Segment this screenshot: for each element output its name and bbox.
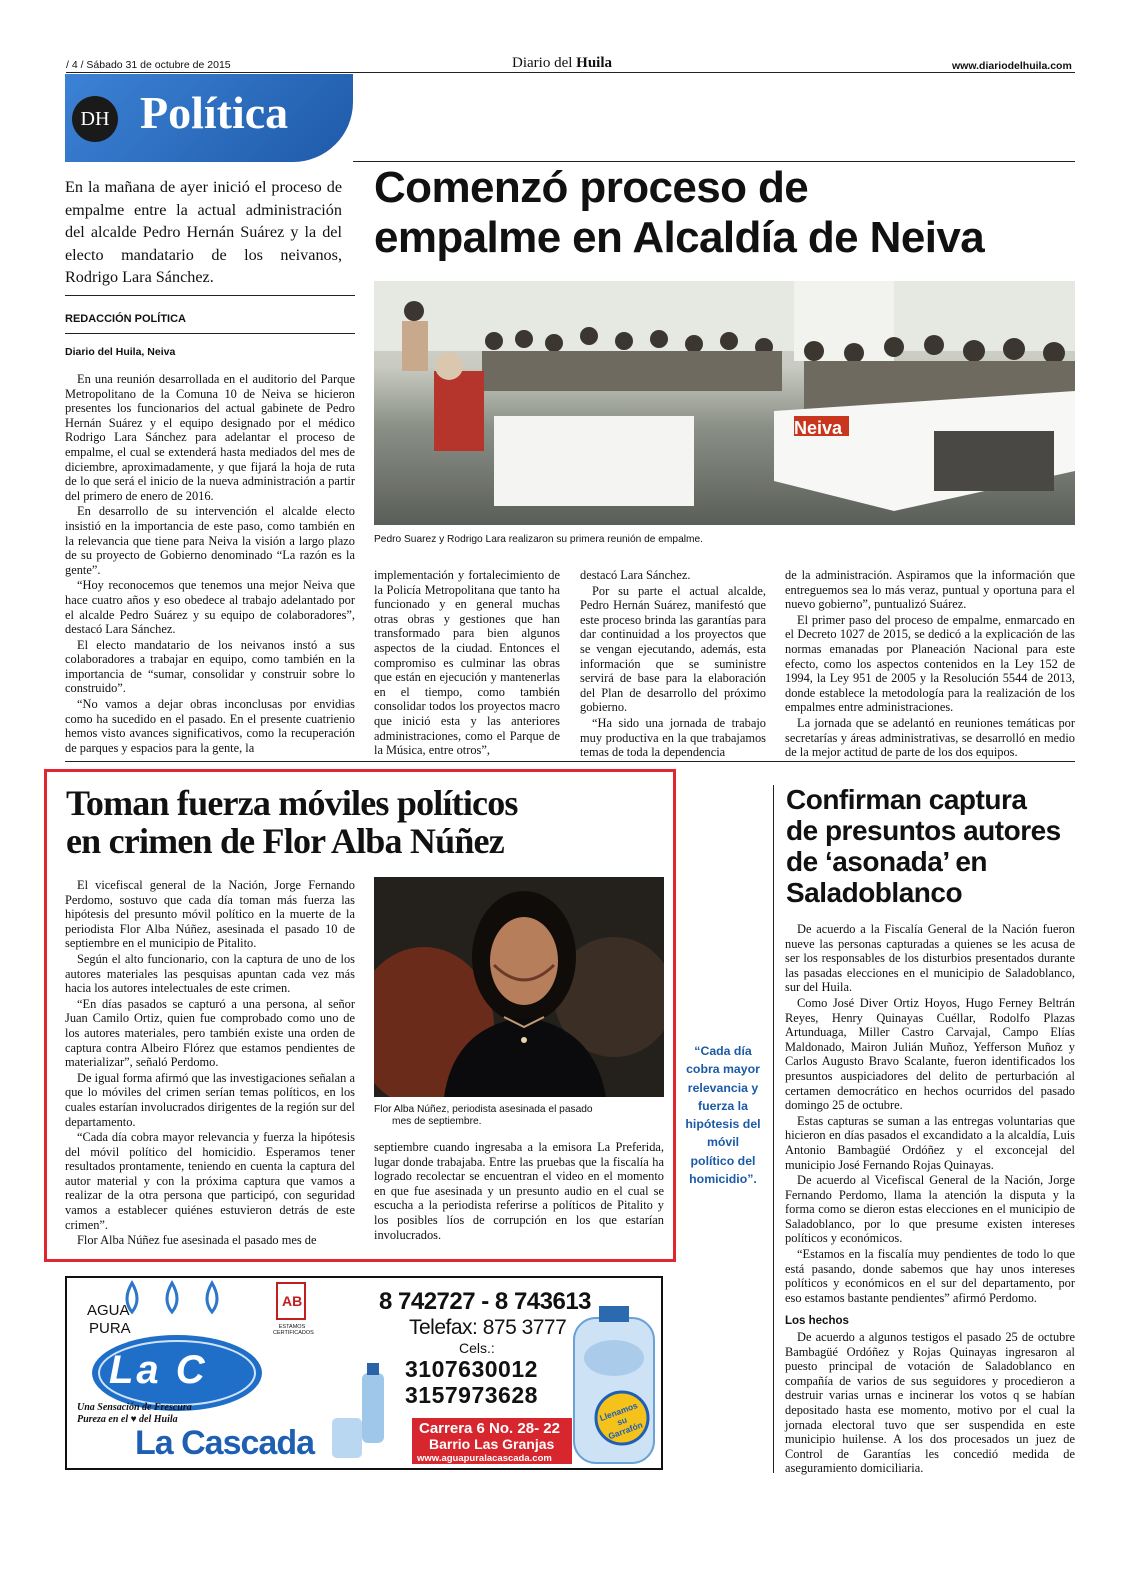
paragraph: “Hoy reconocemos que tenemos una mejor Neiva que hace cuatro años y eso obedece al trabajo adelantado por el alcalde Pedro Suárez y su equipo de colaboradores”, destacó Lara Sánchez. (65, 578, 355, 637)
section-rule (353, 161, 1075, 162)
article1-lead: En la mañana de ayer inició el proceso de empalme entre la actual administración del alcalde Pedro Hernán Suárez y la del electo mandatario de los neivanos, Rodrigo Lara Sánchez. (65, 178, 342, 286)
paragraph: “Estamos en la fiscalía muy pendientes de todo lo que está pasando, donde sabemos que hay unos intereses políticos y económicos en el sur del departamento, por eso estamos bastante pendientes” afirmó Perdomo. (785, 1247, 1075, 1305)
paragraph: De igual forma afirmó que las investigaciones señalan a que lo móviles del crimen serían temas políticos, en los cuales estarían involucrados dirigentes de la región sur del departamento. (65, 1070, 355, 1129)
website-link[interactable]: www.diariodelhuila.com (952, 60, 1072, 72)
lead-rule (65, 295, 355, 296)
ad-brand-mark: La C (109, 1348, 208, 1392)
article1-source: Diario del Huila, Neiva (65, 346, 176, 358)
article1-col3 (580, 568, 766, 760)
ad-brand-name: La Cascada (135, 1424, 314, 1462)
svg-text:AB: AB (282, 1293, 303, 1309)
ad-box (65, 1276, 663, 1470)
column-divider (773, 785, 774, 1473)
paragraph: de la administración. Aspiramos que la información que entreguemos sea lo más veraz, puntual y oportuna para el nuevo gobierno”, puntualizó Suárez. (785, 568, 1075, 612)
portrait-caption-line2: mes de septiembre. (392, 1116, 482, 1127)
ad-address-line2: Barrio Las Granjas (429, 1436, 555, 1452)
paragraph: El primer paso del proceso de empalme, enmarcado en el Decreto 1027 de 2015, se dedicó a la explicación de las normas emanadas por Planeación Nacional para este efecto, como los aspectos contenidos en la Ley 152 de 1994, la Ley 951 de 2005 y la Resolución 5544 de 2013, donde establece la metodología para la realización de los empalmes entre administraciones. (785, 612, 1075, 715)
paragraph: septiembre cuando ingresaba a la emisora La Preferida, lugar donde trabajaba. Entre las pruebas que la fiscalía ha logrado recolectar se encuentran el video en el momento en que fue asesinada y un presunto audio en el cual se escucha a la periodista referirse a políticos de Pitalito y los posibles líos de corrupción en los que estarían involucrados. (374, 1140, 664, 1242)
article3-headline (786, 784, 1076, 908)
meeting-photo-caption: Pedro Suarez y Rodrigo Lara realizaron su primera reunión de empalme. (374, 534, 703, 545)
paragraph: De acuerdo a la Fiscalía General de la Nación fueron nueve las personas capturadas a quienes se les acusa de ser los responsables de los disturbios presentados durante las pasadas elecciones en el municipio de Saladoblanco, sur del Huila. (785, 922, 1075, 995)
header-rule (66, 72, 1075, 73)
page-date: / 4 / Sábado 31 de octubre de 2015 (66, 59, 231, 71)
paragraph: destacó Lara Sánchez. (580, 568, 691, 582)
paragraph: Según el alto funcionario, con la captura de uno de los autores materiales las pesquisas apuntan cada vez más hacia los autores intelectuales de este crimen. (65, 951, 355, 996)
ad-pura: PURA (89, 1320, 131, 1337)
dh-logo-text: DH (80, 108, 110, 130)
portrait-photo (374, 877, 664, 1097)
article1-bottom-rule (65, 761, 1075, 762)
ad-address-line1: Carrera 6 No. 28- 22 (419, 1420, 560, 1437)
article1-byline: REDACCIÓN POLÍTICA (65, 313, 186, 325)
ad-cels-label: Cels.: (459, 1340, 495, 1356)
paragraph: Como José Diver Ortiz Hoyos, Hugo Ferney Beltrán Reyes, Henry Quinayas Cuéllar, Rodolfo Plazas Artunduaga, Miller Castro Carvajal, Campo Elías Maldonado, Mairon Julián Muñoz, Yefferson Muñoz y Carlos Augusto Bravo Scalante, fueron identificados los presuntos auspiciadores del delito de perturbación al certamen democrático en hechos ocurridos del pasado domingo 25 de octubre. (785, 995, 1075, 1113)
article2-col2 (374, 1140, 664, 1242)
paragraph: Por su parte el actual alcalde, Pedro Hernán Suárez, manifestó que este proceso brinda las garantías para dar continuidad a los proyectos que se vengan ejecutando, además, esta información que se suministre servirá de base para la elaboración del Plan de desarrollo del próximo gobierno. (580, 583, 766, 715)
article3-headline-line4: Saladoblanco (786, 877, 963, 908)
paragraph: De acuerdo al Vicefiscal General de la Nación, Jorge Fernando Perdomo, llama la atención la disputa y la forma como se dieron estas elecciones en el municipio de Saladoblanco, por lo que presume existen intereses políticos y económicos. (785, 1173, 1075, 1246)
article2-headline-line1: Toman fuerza móviles políticos (66, 783, 518, 823)
masthead (512, 55, 612, 72)
portrait-caption-line1: Flor Alba Núñez, periodista asesinada el pasado (374, 1104, 593, 1115)
pullquote: “Cada día cobra mayor relevancia y fuerza la hipótesis del móvil político del homicidio”. (685, 1044, 761, 1187)
ad-cert-label: ESTAMOS CERTIFICADOS (273, 1324, 314, 1336)
article1-col2 (374, 568, 560, 758)
section-title: Política (140, 87, 289, 138)
ad-slogan-line2: Pureza en el ♥ del Huila (77, 1414, 178, 1425)
article2-headline (66, 784, 666, 860)
photo-banner-text: Neiva (794, 418, 843, 438)
dh-logo (72, 96, 118, 142)
paragraph: El vicefiscal general de la Nación, Jorge Fernando Perdomo, sostuvo que cada día toman más fuerza las hipótesis del presunto móvil político en la muerte de la periodista Flor Alba Núñez, asesinada el pasado 10 de septiembre en el municipio de Pitalito. (65, 878, 355, 951)
masthead-part-a: Diario del (512, 55, 577, 71)
paragraph: Estas capturas se suman a las entregas voluntarias que hicieron en días pasados el excandidato a la alcaldía, Luis Antonio Bambagüé Ordóñez y el exconcejal del municipio José Fernando Rojas Quinayas. (785, 1113, 1075, 1172)
paragraph: “En días pasados se capturó a una persona, al señor Juan Camilo Ortiz, quien fue comprobado como uno de los autores materiales, pero también existe una orden de captura contra Albeiro Flórez que estamos pendientes de materializar”, señaló Perdomo. (65, 996, 355, 1070)
paragraph: Flor Alba Núñez fue asesinada el pasado mes de (77, 1233, 317, 1248)
article1-headline-line2: empalme en Alcaldía de Neiva (374, 213, 985, 262)
ad-cel1: 3107630012 (405, 1356, 538, 1382)
article3-headline-line2: de presuntos autores (786, 815, 1061, 846)
paragraph: “Cada día cobra mayor relevancia y fuerza la hipótesis del móvil político del homicidio. Esperamos tener resultados prontamente, teniendo en cuenta la captura del autor material y con la próxima captura que vamos a realizar de la otra persona que participó, con seguridad vamos a establecer quiénes estuvieron detrás de este crimen”. (65, 1130, 355, 1232)
masthead-part-b: Huila (576, 55, 613, 71)
article1-headline-line1: Comenzó proceso de (374, 163, 809, 212)
ad-badge: Llenamos su Garrafón (598, 1400, 645, 1442)
subhead: Los hechos (785, 1315, 849, 1328)
portrait-photo-art (374, 877, 664, 1097)
byline-rule (65, 333, 355, 334)
article3-headline-line3: de ‘asonada’ en (786, 846, 988, 877)
paragraph: implementación y fortalecimiento de la Policía Metropolitana que tanto ha funcionado y en general muchas otras obras y gestiones que han transformado para bien algunos aspectos de la ciudad. Entonces el compromiso es culminar las obras que están en ejecución y mantenerlas en el tiempo, como también consolidar todos los proyectos macro que inició esta y las anteriores administraciones, como el Parque de la Música, entre otros”, (374, 568, 560, 758)
ad-website[interactable]: www.aguapuralacascada.com (417, 1453, 552, 1464)
portrait-caption (374, 1104, 664, 1128)
ad-telefax: Telefax: 875 3777 (409, 1316, 567, 1339)
paragraph: De acuerdo a algunos testigos el pasado 25 de octubre Bambagüé Ordóñez y Rojas Quinayas ingresaron al puesto principal de votación de Saladoblanco en compañía de varios de sus seguidores y procedieron a destruir varias urnas e incinerar los votos q se habían depositado hasta ese momento, motivo por el cual la jornada electoral tuvo que ser suspendida en este municipio huilense. A los dos procesados un juez de Control de Garantías les concedió medida de aseguramiento domiciliaria. (785, 1330, 1075, 1476)
article2-col1 (65, 878, 355, 1248)
paragraph: La jornada que se adelantó en reuniones temáticas por secretarías y áreas administrativas, se desarrolló en medio de la mejor actitud de parte de los dos equipos. (785, 715, 1075, 760)
paragraph: “No vamos a dejar obras inconclusas por envidias como ha sucedido en el pasado. En el presente cuatrienio hemos visto avances significativos, como la recuperación de parques y espacios para la gente, la (65, 697, 355, 755)
ad-cel2: 3157973628 (405, 1382, 538, 1408)
meeting-photo (374, 281, 1075, 525)
article1-col4 (785, 568, 1075, 760)
paragraph: “Ha sido una jornada de trabajo muy productiva en la que trabajamos temas de toda la dependencia (580, 715, 766, 760)
paragraph: En una reunión desarrollada en el auditorio del Parque Metropolitano de la Comuna 10 de Neiva se hicieron presentes los funcionarios del actual gabinete de Pedro Hernán Suárez y el equipo designado por el médico Rodrigo Lara Sánchez para adelantar el proceso de empalme, el cual se extenderá hasta mediados del mes de diciembre, aproximadamente, y que fijará la hoja de ruta de lo que será el inicio de la nueva administración a partir del primero de enero de 2016. (65, 372, 355, 503)
article1-col1 (65, 372, 355, 755)
article3-headline-line1: Confirman captura (786, 784, 1027, 815)
ad-agua: AGUA (87, 1302, 130, 1319)
paragraph: En desarrollo de su intervención el alcalde electo insistió en la importancia de este paso, como también en la relevancia que tiene para Neiva la visión a largo plazo de su proyecto de Gobierno denominado “La razón es la gente”. (65, 504, 355, 577)
article2-headline-line2: en crimen de Flor Alba Núñez (66, 821, 504, 861)
article1-headline (374, 163, 1074, 263)
paragraph: El electo mandatario de los neivanos instó a sus colaboradores a trabajar en equipo, como también en la importancia de “sumar, consolidar y construir sobre lo construido”. (65, 637, 355, 696)
article3-col (785, 922, 1075, 1476)
ad-phones: 8 742727 - 8 743613 (379, 1288, 592, 1315)
meeting-photo-art (374, 281, 1075, 525)
ad-slogan-line1: Una Sensación de Frescura (77, 1402, 192, 1413)
